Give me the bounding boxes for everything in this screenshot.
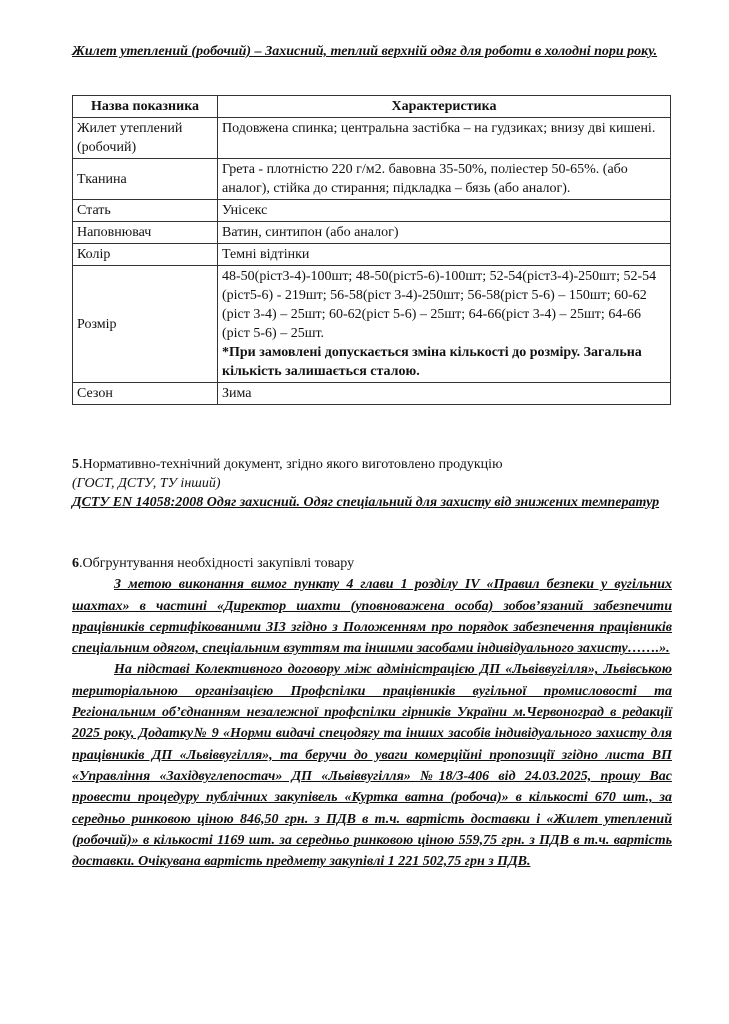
row-name: Стать — [73, 200, 218, 222]
row-value: Подовжена спинка; центральна застібка – на гудзиках; внизу дві кишені. — [218, 118, 671, 159]
section-6 — [72, 553, 672, 872]
size-list: 48-50(ріст3-4)-100шт; 48-50(ріст5-6)-100шт; 52-54(ріст3-4)-250шт; 52-54 (ріст5-6) - 219шт; 56-58(ріст 3-4)-250шт; 56-58(ріст 5-6) – 150шт; 60-62 (ріст 3-4) – 25шт; 60-62(ріст 5-6) – 25шт; 64-66(ріст 3-4) – 25шт; 64-66 (ріст 5-6) – 25шт. — [222, 269, 657, 341]
table-row — [73, 222, 671, 244]
row-name: Жилет утеплений (робочий) — [73, 118, 218, 159]
row-value: Унісекс — [218, 200, 671, 222]
table-row — [73, 118, 671, 159]
section-5-title: .Нормативно-технічний документ, згідно якого виготовлено продукцію — [79, 457, 503, 472]
section-5-number: 5 — [72, 457, 79, 472]
section-6-heading — [72, 553, 672, 574]
section-5-heading — [72, 455, 672, 474]
row-value: Темні відтінки — [218, 244, 671, 266]
table-row — [73, 159, 671, 200]
size-note: *При замовлені допускається зміна кількості до розміру. Загальна кількість залишається сталою. — [222, 345, 642, 379]
table-row — [73, 200, 671, 222]
table-row — [73, 266, 671, 383]
header-characteristic: Характеристика — [218, 96, 671, 118]
table-header-row — [73, 96, 671, 118]
section-6-paragraph-1: З метою виконання вимог пункту 4 глави 1 розділу ІV «Правил безпеки у вугільних шахтах» в частині «Директор шахти (уповноважена особа) зобов’язаний забезпечити працівників сертифікованими ЗІЗ згідно з Положенням про порядок забезпечення працівників спеціальним одягом, спеціальним взуттям та іншими засобами індивідуального захисту…….». — [72, 577, 672, 657]
row-value: Ватин, синтипон (або аналог) — [218, 222, 671, 244]
section-6-number: 6 — [72, 556, 79, 571]
row-value: Зима — [218, 383, 671, 405]
spec-table — [72, 95, 671, 405]
row-value: Грета - плотністю 220 г/м2. бавовна 35-50%, поліестер 50-65%. (або аналог), стійка до стирання; підкладка – бязь (або аналог). — [218, 159, 671, 200]
table-row — [73, 383, 671, 405]
header-name: Назва показника — [73, 96, 218, 118]
section-5-types: (ГОСТ, ДСТУ, ТУ інший) — [72, 476, 221, 491]
section-5 — [72, 455, 672, 512]
section-5-standard: ДСТУ EN 14058:2008 Одяг захисний. Одяг спеціальний для захисту від знижених температур — [72, 495, 660, 510]
section-6-title: .Обгрунтування необхідності закупівлі товару — [79, 556, 355, 571]
row-name: Колір — [73, 244, 218, 266]
row-value-cell — [218, 266, 671, 383]
row-name: Сезон — [73, 383, 218, 405]
section-6-paragraph-2: На підставі Колективного договору між адміністрацією ДП «Львіввугілля», Львівською територіальною організацією Профспілки працівників вугільної промисловості та Регіональним об’єднанням незалежної профспілки гірників України м.Червоноград в редакції 2025 року, Додатку№ 9 «Норми видачі спецодягу та інших засобів індивідуального захисту для працівників ДП «Львіввугілля», та беручи до уваги комерційні пропозиції згідно листа ВП «Управління «Західвуглепостач» ДП «Львіввугілля» №18/3-406 від 24.03.2025, прошу Вас провести процедуру публічних закупівель «Куртка ватна (робоча)» в кількості 670 шт., за середньо ринковою ціною 846,50 грн. з ПДВ в т.ч. вартість доставки і «Жилет утеплений (робочий)» в кількості 1169 шт. за середньо ринковою ціною 559,75 грн. з ПДВ в т.ч. вартість доставки. Очікувана вартість предмету закупівлі 1 221 502,75 грн з ПДВ. — [72, 662, 672, 870]
row-name: Наповнювач — [73, 222, 218, 244]
row-name: Розмір — [73, 266, 218, 383]
table-row — [73, 244, 671, 266]
row-name: Тканина — [73, 159, 218, 200]
intro-heading: Жилет утеплений (робочий) – Захисний, теплий верхній одяг для роботи в холодні пори року. — [72, 44, 658, 59]
